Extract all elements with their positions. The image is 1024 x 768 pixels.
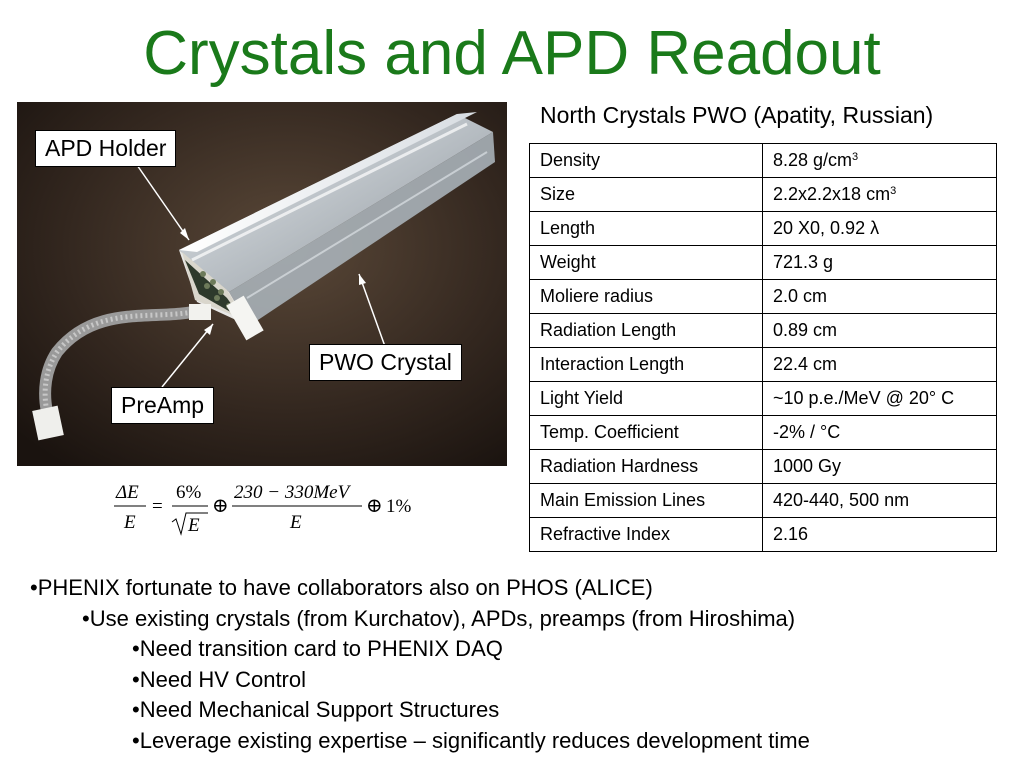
bullet-item: •Need transition card to PHENIX DAQ: [132, 636, 503, 661]
table-row: [530, 280, 997, 314]
formula-oplus-2: ⊕: [366, 495, 383, 517]
energy-resolution-formula: [112, 478, 422, 540]
value-superscript: 3: [890, 185, 897, 197]
formula-term1-numerator: 6%: [176, 482, 202, 503]
property-value: 2.16: [773, 524, 809, 544]
property-value: ~10 p.e./MeV @ 20° C: [773, 388, 955, 408]
table-row: [530, 450, 997, 484]
property-value-cell: [763, 484, 997, 518]
property-value-cell: [763, 246, 997, 280]
property-value-cell: [763, 178, 997, 212]
bullet-item: •Need HV Control: [132, 666, 307, 692]
property-value-cell: [763, 314, 997, 348]
crystal-photo: [17, 102, 507, 466]
property-name-cell: Interaction Length: [530, 348, 763, 382]
property-name-cell: Light Yield: [530, 382, 763, 416]
table-row: [530, 416, 997, 450]
table-row: [530, 518, 997, 552]
table-row: [530, 314, 997, 348]
property-name-cell: Size: [530, 178, 763, 212]
property-value-cell: [763, 280, 997, 314]
formula-lhs-numerator: ΔE: [116, 482, 139, 503]
bullet-item: •Need Mechanical Support Structures: [132, 697, 500, 722]
property-value: 0.89 cm: [773, 320, 838, 340]
property-value-cell: [763, 416, 997, 450]
table-row: [530, 212, 997, 246]
value-superscript: 3: [852, 151, 859, 163]
property-name-cell: Length: [530, 212, 763, 246]
table-row: [530, 144, 997, 178]
preamp-callout: PreAmp: [111, 387, 214, 424]
property-value: -2% / °C: [773, 422, 841, 442]
property-value: 1000 Gy: [773, 456, 842, 476]
formula-lhs-denominator: E: [124, 512, 136, 533]
property-name-cell: Radiation Length: [530, 314, 763, 348]
property-value: 20 X0, 0.92 λ: [773, 218, 880, 238]
formula-term1-denominator: E: [188, 515, 200, 536]
formula-term3: 1%: [386, 496, 412, 517]
property-name-cell: Main Emission Lines: [530, 484, 763, 518]
bullet-item: •PHENIX fortunate to have collaborators also on PHOS (ALICE): [30, 575, 653, 600]
property-value: 721.3 g: [773, 252, 834, 272]
slide-title: Crystals and APD Readout: [143, 19, 881, 88]
bullet-item: •Leverage existing expertise – significantly reduces development time: [132, 727, 810, 753]
property-value: 8.28 g/cm: [773, 150, 853, 170]
apd-holder-callout: APD Holder: [35, 130, 176, 167]
formula-oplus-1: ⊕: [212, 495, 229, 517]
property-name-cell: Moliere radius: [530, 280, 763, 314]
property-name-cell: Temp. Coefficient: [530, 416, 763, 450]
property-value: 22.4 cm: [773, 354, 838, 374]
table-caption: North Crystals PWO (Apatity, Russian): [540, 102, 934, 128]
property-value-cell: [763, 212, 997, 246]
property-value-cell: [763, 518, 997, 552]
table-row: [530, 382, 997, 416]
property-name-cell: Refractive Index: [530, 518, 763, 552]
property-value-cell: [763, 348, 997, 382]
property-value-cell: [763, 144, 997, 178]
table-row: [530, 484, 997, 518]
formula-equals: =: [152, 496, 163, 517]
property-name-cell: Weight: [530, 246, 763, 280]
formula-term2-denominator: E: [290, 512, 302, 533]
bullet-list: [30, 573, 810, 756]
property-value: 2.0 cm: [773, 286, 828, 306]
table-row: [530, 246, 997, 280]
crystal-properties-table: [529, 143, 997, 552]
property-name-cell: Radiation Hardness: [530, 450, 763, 484]
property-value-cell: [763, 450, 997, 484]
table-row: [530, 348, 997, 382]
property-value-cell: [763, 382, 997, 416]
bullet-item: •Use existing crystals (from Kurchatov), APDs, preamps (from Hiroshima): [82, 605, 796, 631]
property-value: 420-440, 500 nm: [773, 490, 910, 510]
table-row: [530, 178, 997, 212]
property-value: 2.2x2.2x18 cm: [773, 184, 891, 204]
formula-term2-numerator: 230 − 330MeV: [234, 482, 350, 503]
pwo-crystal-callout: PWO Crystal: [309, 344, 462, 381]
property-name-cell: Density: [530, 144, 763, 178]
